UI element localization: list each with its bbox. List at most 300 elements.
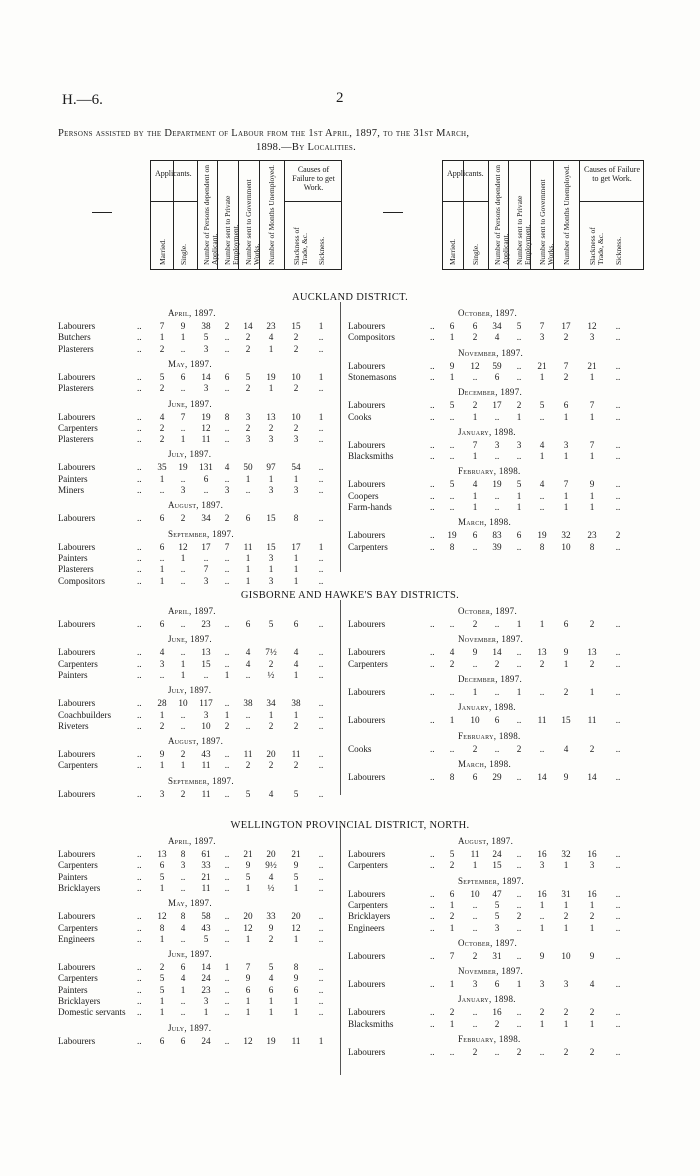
district-column-separator bbox=[340, 600, 341, 795]
table-cell: 1 bbox=[563, 490, 569, 501]
occupation-label: Labourers bbox=[348, 715, 386, 726]
occupation-label: Labourers bbox=[58, 788, 96, 799]
table-row bbox=[58, 423, 337, 434]
leader-dots: .. bbox=[137, 849, 142, 859]
month-heading: December, 1897. bbox=[458, 673, 523, 684]
table-cell: .. bbox=[615, 321, 621, 331]
table-cell: 24 bbox=[201, 1035, 211, 1046]
table-cell: 1 bbox=[224, 709, 230, 720]
table-cell: 17 bbox=[291, 541, 301, 552]
occupation-label: Labourers bbox=[348, 979, 386, 990]
table-cell: .. bbox=[516, 658, 522, 669]
table-cell: .. bbox=[318, 332, 324, 343]
table-cell: .. bbox=[224, 434, 230, 445]
table-cell: .. bbox=[318, 1007, 324, 1018]
month-heading: April, 1897. bbox=[168, 606, 216, 616]
table-cell: 1 bbox=[318, 371, 324, 382]
table-row bbox=[58, 619, 337, 630]
table-cell: 7 bbox=[159, 321, 165, 331]
table-cell: 1 bbox=[318, 541, 324, 552]
occupation-label: Plasterers bbox=[58, 564, 94, 575]
occupation-label: Labourers bbox=[58, 462, 96, 473]
month-heading: April, 1897. bbox=[168, 308, 216, 318]
leader-dots: .. bbox=[137, 1007, 142, 1018]
table-cell: 3 bbox=[293, 485, 299, 495]
table-cell: 6 bbox=[472, 321, 478, 331]
table-cell: 2 bbox=[180, 513, 186, 524]
table-cell: .. bbox=[615, 860, 621, 871]
table-cell: 3 bbox=[494, 439, 500, 450]
table-cell: 7 bbox=[180, 411, 186, 422]
table-cell: 4 bbox=[293, 647, 299, 658]
table-cell: 14 bbox=[201, 962, 211, 973]
table-cell: 3 bbox=[203, 343, 209, 354]
occupation-label: Painters bbox=[58, 473, 88, 484]
table-cell: 58 bbox=[201, 911, 211, 922]
leader-dots: .. bbox=[137, 383, 142, 394]
table-cell: 1 bbox=[159, 760, 165, 771]
table-cell: 11 bbox=[243, 749, 253, 760]
occupation-label: Labourers bbox=[348, 360, 386, 371]
table-cell: 1 bbox=[563, 658, 569, 669]
occupation-label: Labourers bbox=[348, 950, 386, 961]
table-cell: 4 bbox=[539, 479, 545, 490]
month-heading: January, 1898. bbox=[458, 426, 516, 437]
table-cell: 6 bbox=[245, 619, 251, 629]
header-col-line bbox=[284, 161, 285, 269]
table-cell: 2 bbox=[245, 760, 251, 771]
occupation-label: Butchers bbox=[58, 332, 91, 343]
occupation-label: Carpenters bbox=[58, 922, 98, 933]
table-cell: .. bbox=[318, 709, 324, 720]
table-cell: 2 bbox=[268, 720, 274, 731]
table-cell: 1 bbox=[268, 709, 274, 720]
table-cell: 2 bbox=[516, 1047, 522, 1057]
district-column-separator bbox=[340, 302, 341, 572]
table-cell: 8 bbox=[293, 962, 299, 973]
table-cell: .. bbox=[516, 922, 522, 933]
table-cell: .. bbox=[203, 552, 209, 563]
slackness-column-header: Slackness of Trade, &c. bbox=[588, 227, 605, 265]
table-cell: 2 bbox=[494, 658, 500, 669]
table-cell: 32 bbox=[561, 849, 571, 859]
table-cell: .. bbox=[180, 933, 186, 944]
occupation-label: Labourers bbox=[58, 619, 96, 629]
table-cell: 10 bbox=[561, 950, 571, 961]
leader-dots: .. bbox=[430, 658, 435, 669]
occupation-label: Labourers bbox=[58, 371, 96, 382]
table-cell: 2 bbox=[293, 720, 299, 731]
table-cell: 8 bbox=[293, 513, 299, 524]
table-cell: 5 bbox=[159, 371, 165, 382]
table-cell: .. bbox=[224, 871, 230, 882]
table-cell: 2 bbox=[245, 332, 251, 343]
table-cell: .. bbox=[615, 888, 621, 899]
table-cell: 20 bbox=[266, 849, 276, 859]
table-cell: 12 bbox=[291, 922, 301, 933]
table-cell: 1 bbox=[268, 1007, 274, 1018]
table-cell: 1 bbox=[516, 502, 522, 512]
table-row bbox=[348, 491, 634, 502]
month-heading: September, 1897. bbox=[168, 528, 234, 539]
table-cell: 2 bbox=[293, 332, 299, 343]
table-cell: 14 bbox=[243, 321, 253, 331]
table-cell: .. bbox=[615, 647, 621, 658]
occupation-label: Labourers bbox=[58, 1035, 96, 1046]
table-cell: 1 bbox=[159, 564, 165, 575]
table-cell: 1 bbox=[589, 371, 595, 382]
table-cell: 1 bbox=[159, 996, 165, 1006]
table-cell: .. bbox=[318, 383, 324, 394]
occupation-label: Blacksmiths bbox=[348, 1018, 394, 1029]
table-cell: 21 bbox=[587, 360, 597, 371]
table-cell: 2 bbox=[539, 658, 545, 669]
married-column-header: Married. bbox=[158, 238, 167, 265]
table-cell: 1 bbox=[539, 899, 545, 910]
table-cell: .. bbox=[516, 371, 522, 382]
months-column-header: Number of Months Unemployed. bbox=[562, 165, 571, 265]
table-cell: 5 bbox=[245, 788, 251, 799]
table-cell: 4 bbox=[268, 973, 274, 984]
occupation-label: Bricklayers bbox=[58, 996, 101, 1006]
header-col-line bbox=[197, 161, 198, 269]
table-cell: .. bbox=[494, 619, 500, 629]
table-cell: 31 bbox=[492, 950, 502, 961]
table-cell: 1 bbox=[293, 882, 299, 893]
occupation-label: Engineers bbox=[58, 933, 95, 944]
table-row bbox=[58, 721, 337, 732]
table-cell: 3 bbox=[563, 979, 569, 990]
table-cell: 33 bbox=[201, 860, 211, 871]
table-cell: 2 bbox=[224, 513, 230, 524]
table-cell: 1 bbox=[224, 962, 230, 973]
table-cell: 11 bbox=[201, 760, 211, 771]
table-cell: .. bbox=[224, 749, 230, 760]
table-cell: 12 bbox=[243, 922, 253, 933]
table-cell: 3 bbox=[268, 485, 274, 495]
table-cell: .. bbox=[180, 720, 186, 731]
table-cell: .. bbox=[224, 383, 230, 394]
occupation-label: Carpenters bbox=[348, 899, 388, 910]
table-row bbox=[58, 485, 337, 496]
table-cell: 2 bbox=[159, 383, 165, 394]
leader-dots: .. bbox=[430, 530, 435, 541]
table-cell: .. bbox=[615, 451, 621, 462]
table-cell: 2 bbox=[516, 743, 522, 754]
district-heading: WELLINGTON PROVINCIAL DISTRICT, NORTH. bbox=[230, 820, 470, 831]
table-cell: .. bbox=[318, 462, 324, 473]
table-row bbox=[348, 542, 634, 553]
table-cell: 2 bbox=[293, 760, 299, 771]
table-row bbox=[58, 383, 337, 394]
table-cell: 19 bbox=[537, 530, 547, 541]
table-cell: 9 bbox=[180, 321, 186, 331]
table-row bbox=[348, 332, 634, 343]
table-cell: .. bbox=[615, 743, 621, 754]
table-cell: 29 bbox=[492, 771, 502, 782]
table-cell: .. bbox=[224, 647, 230, 658]
table-cell: .. bbox=[449, 439, 455, 450]
table-cell: 6 bbox=[224, 371, 230, 382]
table-cell: .. bbox=[224, 1035, 230, 1046]
table-cell: .. bbox=[318, 860, 324, 871]
table-cell: 6 bbox=[159, 860, 165, 871]
occupation-label: Labourers bbox=[58, 411, 96, 422]
table-cell: .. bbox=[615, 1047, 621, 1057]
table-cell: .. bbox=[516, 360, 522, 371]
table-cell: .. bbox=[615, 479, 621, 490]
leader-dots: .. bbox=[137, 882, 142, 893]
table-cell: .. bbox=[539, 911, 545, 922]
table-row bbox=[58, 553, 337, 564]
table-cell: 47 bbox=[492, 888, 502, 899]
table-cell: 16 bbox=[587, 849, 597, 859]
table-cell: 2 bbox=[615, 530, 621, 541]
table-cell: 6 bbox=[268, 984, 274, 995]
leader-dots: .. bbox=[430, 860, 435, 871]
leader-dots: .. bbox=[137, 933, 142, 944]
table-cell: .. bbox=[472, 541, 478, 552]
table-cell: 23 bbox=[587, 530, 597, 541]
table-cell: .. bbox=[615, 1018, 621, 1029]
leader-dots: .. bbox=[137, 911, 142, 922]
table-cell: 8 bbox=[180, 911, 186, 922]
table-cell: 11 bbox=[291, 749, 301, 760]
dependent-column-header: Number of Persons dependent on Applicant. bbox=[202, 165, 219, 265]
table-cell: 5 bbox=[245, 871, 251, 882]
table-cell: 5 bbox=[516, 321, 522, 331]
table-cell: 2 bbox=[268, 760, 274, 771]
table-cell: 3 bbox=[203, 996, 209, 1006]
single-column-header: Single. bbox=[179, 243, 188, 265]
table-cell: 2 bbox=[180, 749, 186, 760]
occupation-label: Labourers bbox=[348, 439, 386, 450]
table-cell: 3 bbox=[539, 860, 545, 871]
table-cell: .. bbox=[318, 720, 324, 731]
occupation-label: Carpenters bbox=[58, 422, 98, 433]
table-cell: 9 bbox=[159, 749, 165, 760]
table-cell: .. bbox=[318, 552, 324, 563]
occupation-label: Plasterers bbox=[58, 434, 94, 445]
married-column-header: Married. bbox=[448, 238, 457, 265]
leader-dots: .. bbox=[137, 860, 142, 871]
table-cell: .. bbox=[180, 709, 186, 720]
table-cell: 1 bbox=[268, 343, 274, 354]
table-cell: 3 bbox=[245, 434, 251, 445]
table-cell: .. bbox=[615, 490, 621, 501]
table-cell: 1 bbox=[589, 922, 595, 933]
table-cell: .. bbox=[224, 973, 230, 984]
table-cell: 9 bbox=[293, 973, 299, 984]
table-cell: 9 bbox=[245, 860, 251, 871]
table-cell: .. bbox=[318, 973, 324, 984]
table-cell: 9 bbox=[449, 360, 455, 371]
table-cell: 15 bbox=[492, 860, 502, 871]
table-cell: 8 bbox=[159, 922, 165, 933]
table-cell: .. bbox=[224, 1007, 230, 1018]
table-cell: 34 bbox=[266, 698, 276, 709]
table-cell: .. bbox=[449, 743, 455, 754]
table-cell: 19 bbox=[266, 1035, 276, 1046]
table-cell: 131 bbox=[199, 462, 213, 473]
table-cell: 1 bbox=[180, 552, 186, 563]
table-cell: 2 bbox=[589, 743, 595, 754]
table-cell: 43 bbox=[201, 922, 211, 933]
table-cell: 5 bbox=[293, 871, 299, 882]
table-cell: 5 bbox=[203, 933, 209, 944]
header-dash-0 bbox=[92, 212, 112, 213]
table-cell: 4 bbox=[159, 647, 165, 658]
table-row bbox=[348, 502, 634, 513]
leader-dots: .. bbox=[430, 619, 435, 629]
leader-dots: .. bbox=[430, 922, 435, 933]
leader-dots: .. bbox=[430, 771, 435, 782]
leader-dots: .. bbox=[430, 479, 435, 490]
table-cell: 7 bbox=[449, 950, 455, 961]
table-cell: 5 bbox=[539, 400, 545, 411]
table-cell: .. bbox=[245, 720, 251, 731]
table-row bbox=[348, 889, 634, 900]
month-heading: May, 1897. bbox=[168, 898, 212, 909]
table-row bbox=[348, 1007, 634, 1018]
table-cell: 28 bbox=[157, 698, 167, 709]
table-row bbox=[58, 332, 337, 343]
header-col-line bbox=[579, 161, 580, 269]
table-cell: 1 bbox=[293, 669, 299, 680]
table-cell: 9 bbox=[563, 647, 569, 658]
table-cell: 2 bbox=[539, 1007, 545, 1018]
table-cell: 5 bbox=[159, 973, 165, 984]
table-cell: 8 bbox=[589, 541, 595, 552]
table-cell: .. bbox=[615, 502, 621, 512]
table-cell: .. bbox=[318, 882, 324, 893]
table-cell: .. bbox=[472, 1007, 478, 1018]
table-cell: .. bbox=[224, 849, 230, 859]
leader-dots: .. bbox=[137, 760, 142, 771]
table-cell: 3 bbox=[159, 788, 165, 799]
table-row bbox=[58, 973, 337, 984]
leader-dots: .. bbox=[137, 647, 142, 658]
table-cell: .. bbox=[203, 669, 209, 680]
table-cell: 7 bbox=[245, 962, 251, 973]
table-cell: 12 bbox=[470, 360, 480, 371]
table-cell: 7 bbox=[589, 439, 595, 450]
table-cell: .. bbox=[516, 771, 522, 782]
leader-dots: .. bbox=[137, 422, 142, 433]
table-row bbox=[58, 872, 337, 883]
table-cell: 9 bbox=[293, 860, 299, 871]
table-row bbox=[58, 344, 337, 355]
table-cell: 2 bbox=[589, 911, 595, 922]
table-cell: .. bbox=[449, 411, 455, 422]
table-cell: 3 bbox=[180, 485, 186, 495]
leader-dots: .. bbox=[430, 439, 435, 450]
table-cell: .. bbox=[539, 686, 545, 697]
table-row bbox=[58, 883, 337, 894]
leader-dots: .. bbox=[137, 973, 142, 984]
table-cell: 3 bbox=[516, 439, 522, 450]
month-heading: June, 1897. bbox=[168, 949, 212, 960]
occupation-label: Coachbuilders bbox=[58, 709, 112, 720]
table-cell: 1 bbox=[539, 619, 545, 629]
occupation-label: Carpenters bbox=[348, 860, 388, 871]
table-cell: 6 bbox=[563, 619, 569, 629]
occupation-label: Labourers bbox=[348, 686, 386, 697]
table-row bbox=[348, 1047, 634, 1058]
table-cell: 1 bbox=[539, 371, 545, 382]
table-row bbox=[348, 412, 634, 423]
table-cell: 13 bbox=[266, 411, 276, 422]
table-cell: 4 bbox=[268, 871, 274, 882]
table-cell: .. bbox=[615, 371, 621, 382]
table-cell: 1 bbox=[268, 383, 274, 394]
table-cell: 2 bbox=[245, 383, 251, 394]
leader-dots: .. bbox=[430, 1047, 435, 1057]
leader-dots: .. bbox=[430, 686, 435, 697]
slackness-column-header: Slackness of Trade, &c. bbox=[292, 227, 309, 265]
table-cell: 2 bbox=[589, 1047, 595, 1057]
leader-dots: .. bbox=[430, 541, 435, 552]
table-cell: 17 bbox=[561, 321, 571, 331]
table-row bbox=[348, 619, 634, 630]
table-cell: 7 bbox=[203, 564, 209, 575]
table-cell: 20 bbox=[291, 911, 301, 922]
table-cell: 2 bbox=[472, 743, 478, 754]
table-row bbox=[58, 934, 337, 945]
table-cell: 2 bbox=[449, 658, 455, 669]
leader-dots: .. bbox=[137, 575, 142, 586]
table-cell: 5 bbox=[516, 479, 522, 490]
table-cell: 11 bbox=[470, 849, 480, 859]
table-cell: 34 bbox=[492, 321, 502, 331]
table-cell: 1 bbox=[268, 564, 274, 575]
table-cell: .. bbox=[615, 911, 621, 922]
table-cell: 1 bbox=[180, 658, 186, 669]
table-cell: 19 bbox=[447, 530, 457, 541]
table-cell: 1 bbox=[245, 564, 251, 575]
occupation-label: Labourers bbox=[348, 530, 386, 541]
month-heading: September, 1897. bbox=[168, 775, 234, 786]
table-cell: 3 bbox=[589, 860, 595, 871]
table-row bbox=[348, 321, 634, 332]
table-cell: .. bbox=[615, 899, 621, 910]
table-row bbox=[58, 749, 337, 760]
table-cell: 1 bbox=[245, 1007, 251, 1018]
table-cell: 1 bbox=[563, 411, 569, 422]
table-cell: 3 bbox=[268, 552, 274, 563]
table-cell: .. bbox=[224, 860, 230, 871]
table-cell: 4 bbox=[472, 479, 478, 490]
table-cell: 6 bbox=[203, 473, 209, 484]
table-cell: 16 bbox=[537, 849, 547, 859]
table-cell: 3 bbox=[494, 922, 500, 933]
table-cell: .. bbox=[180, 619, 186, 629]
table-cell: .. bbox=[449, 686, 455, 697]
table-cell: 7 bbox=[563, 360, 569, 371]
table-cell: 10 bbox=[178, 698, 188, 709]
table-cell: .. bbox=[180, 882, 186, 893]
table-cell: .. bbox=[494, 1047, 500, 1057]
table-cell: 2 bbox=[494, 1018, 500, 1029]
table-row bbox=[58, 647, 337, 658]
table-cell: 2 bbox=[293, 422, 299, 433]
table-row bbox=[348, 687, 634, 698]
table-cell: .. bbox=[318, 434, 324, 445]
leader-dots: .. bbox=[137, 709, 142, 720]
table-cell: 1 bbox=[449, 1018, 455, 1029]
table-cell: .. bbox=[224, 882, 230, 893]
table-cell: 5 bbox=[494, 899, 500, 910]
